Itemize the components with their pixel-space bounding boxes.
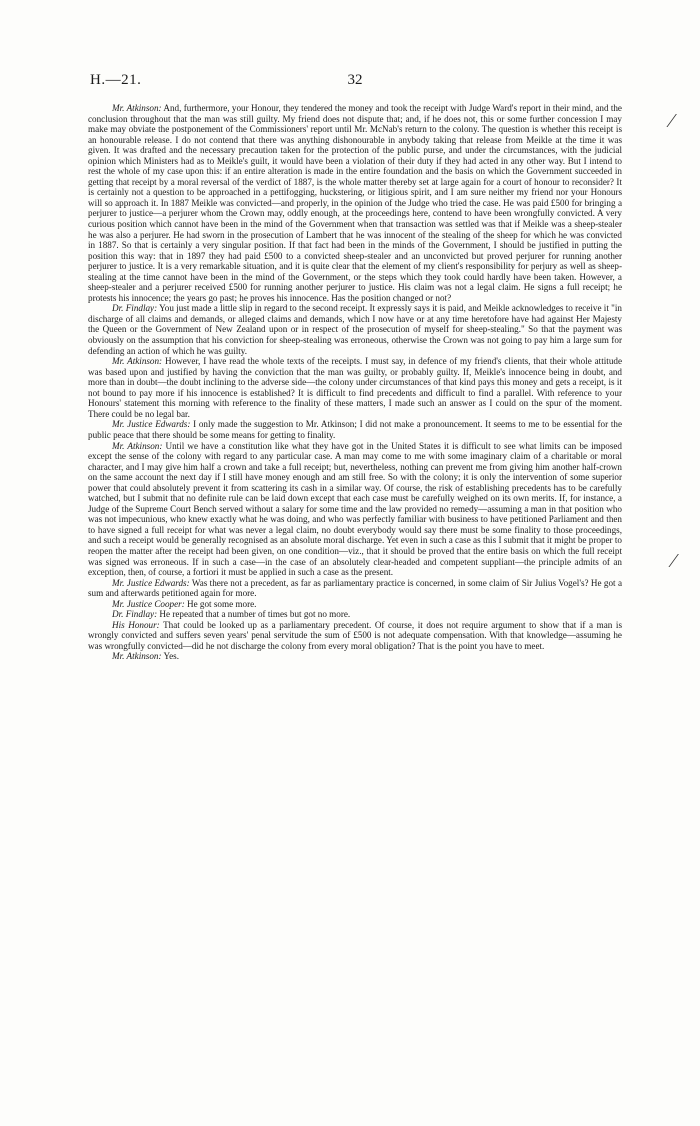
paragraph bbox=[88, 419, 622, 440]
paragraph-text: However, I have read the whole texts of the receipts. I must say, in defence of my friend's clients, that their whole attitude was based upon and justified by having the conviction that the man was guilty, or probably guilty. If, Meikle's innocence being in doubt, and more than in doubt—the doubt inclining to the adverse side—the colony under circumstances of that kind pays this money and gets a receipt, is it not bound to pay more if his innocence is established? It is difficult to find precedents and difficult to find a parallel. With reference to your Honours' statement this morning with reference to the finality of these matters, I made such an answer as I could on the spur of the moment. There could be no legal bar. bbox=[88, 356, 622, 419]
speaker-name: Mr. Justice Cooper: bbox=[112, 598, 185, 609]
paragraph-text: I only made the suggestion to Mr. Atkinson; I did not make a pronouncement. It seems to me to be essential for the public peace that there should be some means for getting to finality. bbox=[88, 419, 622, 440]
speaker-name: Mr. Justice Edwards: bbox=[112, 577, 190, 588]
paragraph-text: You just made a little slip in regard to the second receipt. It expressly says it is paid, and Meikle acknowledges to receive it "in discharge of all claims and demands, or alleged claims and demands, which I now have or at any time heretofore have had against Her Majesty the Queen or the Government of New Zealand upon or in respect of the prosecution of myself for sheep-stealing." So that the payment was obviously on the assumption that his conviction for sheep-stealing was erroneous, otherwise the Crown was not going to pay him a large sum for defending an action of which he was guilty. bbox=[88, 303, 622, 356]
paragraph bbox=[88, 609, 622, 620]
paragraph bbox=[88, 303, 622, 356]
speaker-name: Mr. Atkinson: bbox=[112, 103, 162, 113]
paragraph-text: Until we have a constitution like what they have got in the United States it is difficult to see what limits can be imposed except the sense of the colony with regard to any particular case. A man may come to me with some imaginary claim of a charitable or moral character, and I may give him half a crown and take a full receipt; but, nevertheless, nothing can prevent me from giving him another half-crown on the same account the next day if I still have money enough and am still free. So with the colony; it is only the intervention of some superior power that could absolutely prevent it from scattering its cash in a similar way. Of course, the risk of establishing precedents has to be carefully watched, but I submit that no definite rule can be laid down except that each case must be carefully weighed on its own merits. If, for instance, a Judge of the Supreme Court Bench served without a salary for some time and the law provided no remedy—assuming a man in that position who was not impecunious, who knew exactly what he was doing, and who was perfectly familiar with business to have petitioned Parliament and then to have signed a full receipt for what was never a legal claim, no doubt everybody would say there must be some finality to those proceedings, and such a receipt would be generally recognised as an absolute moral discharge. Yet even in such a case as this I submit that it might be proper to reopen the matter after the receipt had been given, on one condition—viz., that it should be proved that the entire basis on which the full receipt was signed was erroneous. If in such a case—in the case of an absolutely clear-headed and competent suppliant—the principle admits of an exception, then, of course, a fortiori it must be applied in such a case as the present. bbox=[88, 440, 622, 578]
paragraph-text: He repeated that a number of times but got no more. bbox=[157, 609, 351, 620]
speaker-name: Mr. Atkinson: bbox=[112, 356, 163, 367]
paragraph-text: And, furthermore, your Honour, they tendered the money and took the receipt with Judge Ward's report in their mind, and the conclusion throughout that the man was still guilty. My friend does not dispute that; and, if he does not, this or some further concession I may make may obviate the postponement of the Commissioners' report until Mr. McNab's return to the colony. The question is whether this receipt is an honourable release. I do not contend that there was anything dishonourable in anybody taking that release from Meikle at the time it was given. It was drafted and the necessary precaution taken for the protection of the public purse, and under the circumstances, with the judicial opinion which Ministers had as to Meikle's guilt, it would have been a violation of their duty if they had acted in any other way. But I intend to rest the whole of my case upon this: if an entire alteration is made in the entire foundation and the basis on which the Government succeeded in getting that receipt by a moral reversal of the verdict of 1887, is the whole matter thereby set at large again for a court of honour to reconsider? It is certainly not a question to be approached in a pettifogging, huckstering, or litigious spirit, and I am sure neither my friend nor your Honours will so approach it. In 1887 Meikle was convicted—and properly, in the opinion of the Judge who tried the case. He was paid £500 for bringing a perjurer to justice—a perjurer whom the Crown may, oddly enough, at the proceedings here, contend to have been wrongfully convicted. A very curious position which cannot have been in the mind of the Government when that transaction was settled was that if Meikle was a sheep-stealer he was also a perjurer. He had sworn in the prosecution of Lambert that he was innocent of the stealing of the sheep for which he was convicted in 1887. So that is certainly a very singular position. If that fact had been in the minds of the Government, I should be justified in putting the position this way: that in 1897 they had paid £500 to a convicted sheep-stealer and an unconvicted but proved perjurer for running another perjurer to justice. It is a very remarkable situation, and it is quite clear that the element of my client's responsibility for perjury as well as sheep-stealing at the time cannot have been in the mind of the Government, or the steps which they took could hardly have been taken. However, a sheep-stealer and a perjurer received £500 for running another perjurer to justice. His claim was not a legal claim. He signs a full receipt; he protests his innocence; the years go past; he proves his innocence. Has the position changed or not? bbox=[88, 103, 622, 303]
paragraph-text: That could be looked up as a parliamentary precedent. Of course, it does not require argument to show that if a man is wrongly convicted and suffers seven years' penal servitude the sum of £500 is not adequate compensation. With that knowledge—assuming he was wrongfully convicted—did he not discharge the colony from every moral obligation? That is the point you have to meet. bbox=[88, 619, 623, 651]
speaker-name: Mr. Atkinson: bbox=[112, 440, 163, 451]
paragraph-text: He got some more. bbox=[184, 598, 257, 609]
page-number: 32 bbox=[347, 72, 363, 88]
document-reference: H.—21. bbox=[90, 72, 142, 88]
margin-pen-mark: ⁄ bbox=[672, 550, 676, 572]
paragraph bbox=[88, 103, 622, 303]
transcript-body bbox=[88, 103, 622, 662]
paragraph bbox=[88, 620, 622, 652]
paragraph-text: Yes. bbox=[161, 651, 180, 662]
paragraph bbox=[88, 651, 622, 662]
speaker-name: Dr. Findlay: bbox=[112, 609, 158, 620]
paragraph bbox=[88, 356, 622, 419]
paragraph-text: Was there not a precedent, as far as parliamentary practice is concerned, in some claim of Sir Julius Vogel's? He got a sum and afterwards petitioned again for more. bbox=[88, 577, 622, 599]
speaker-name: His Honour: bbox=[112, 619, 160, 630]
speaker-name: Dr. Findlay: bbox=[112, 303, 158, 314]
paragraph bbox=[88, 441, 622, 578]
paragraph bbox=[88, 578, 622, 599]
margin-pen-mark: ⁄ bbox=[670, 110, 674, 132]
paragraph bbox=[88, 599, 622, 610]
speaker-name: Mr. Justice Edwards: bbox=[112, 419, 191, 430]
page-header bbox=[90, 72, 620, 92]
speaker-name: Mr. Atkinson: bbox=[112, 651, 162, 662]
